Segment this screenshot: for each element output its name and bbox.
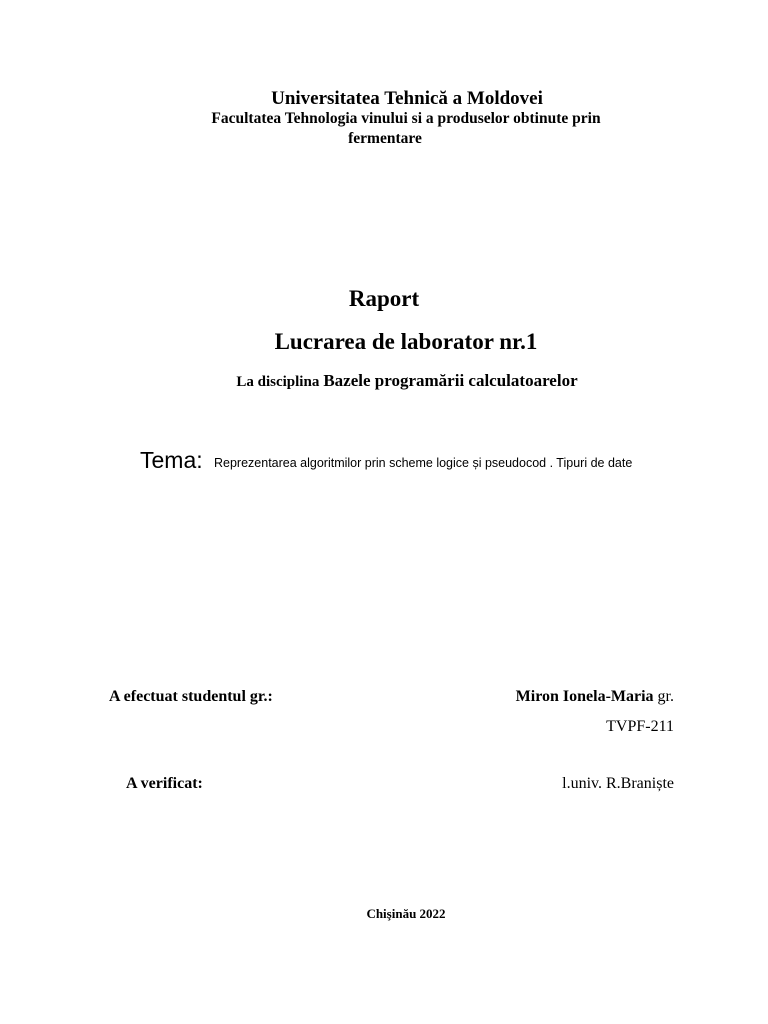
student-name-line — [516, 688, 674, 706]
theme-text: Reprezentarea algoritmilor prin scheme logice și pseudocod . Tipuri de date — [214, 456, 633, 470]
discipline-name: Bazele programării calculatoarelor — [323, 371, 578, 390]
faculty-name-line2: fermentare — [348, 130, 422, 147]
discipline-prefix: La disciplina — [236, 374, 320, 390]
verifier-label: A verificat: — [126, 775, 203, 792]
verifier-name: l.univ. R.Braniște — [562, 775, 674, 792]
discipline-line — [0, 371, 768, 391]
place-year: Chişinău 2022 — [366, 906, 446, 921]
lab-title: Lucrarea de laborator nr.1 — [274, 329, 538, 354]
student-label: A efectuat studentul gr.: — [109, 688, 273, 705]
faculty-name-line1: Facultatea Tehnologia vinului si a produselor obtinute prin — [211, 110, 601, 127]
group-suffix: gr. — [657, 688, 674, 705]
student-group: TVPF-211 — [606, 718, 674, 735]
student-name: Miron Ionela-Maria — [515, 688, 654, 705]
theme-label: Tema: — [140, 447, 203, 473]
university-name: Universitatea Tehnică a Moldovei — [271, 88, 543, 109]
report-title: Raport — [348, 286, 420, 311]
